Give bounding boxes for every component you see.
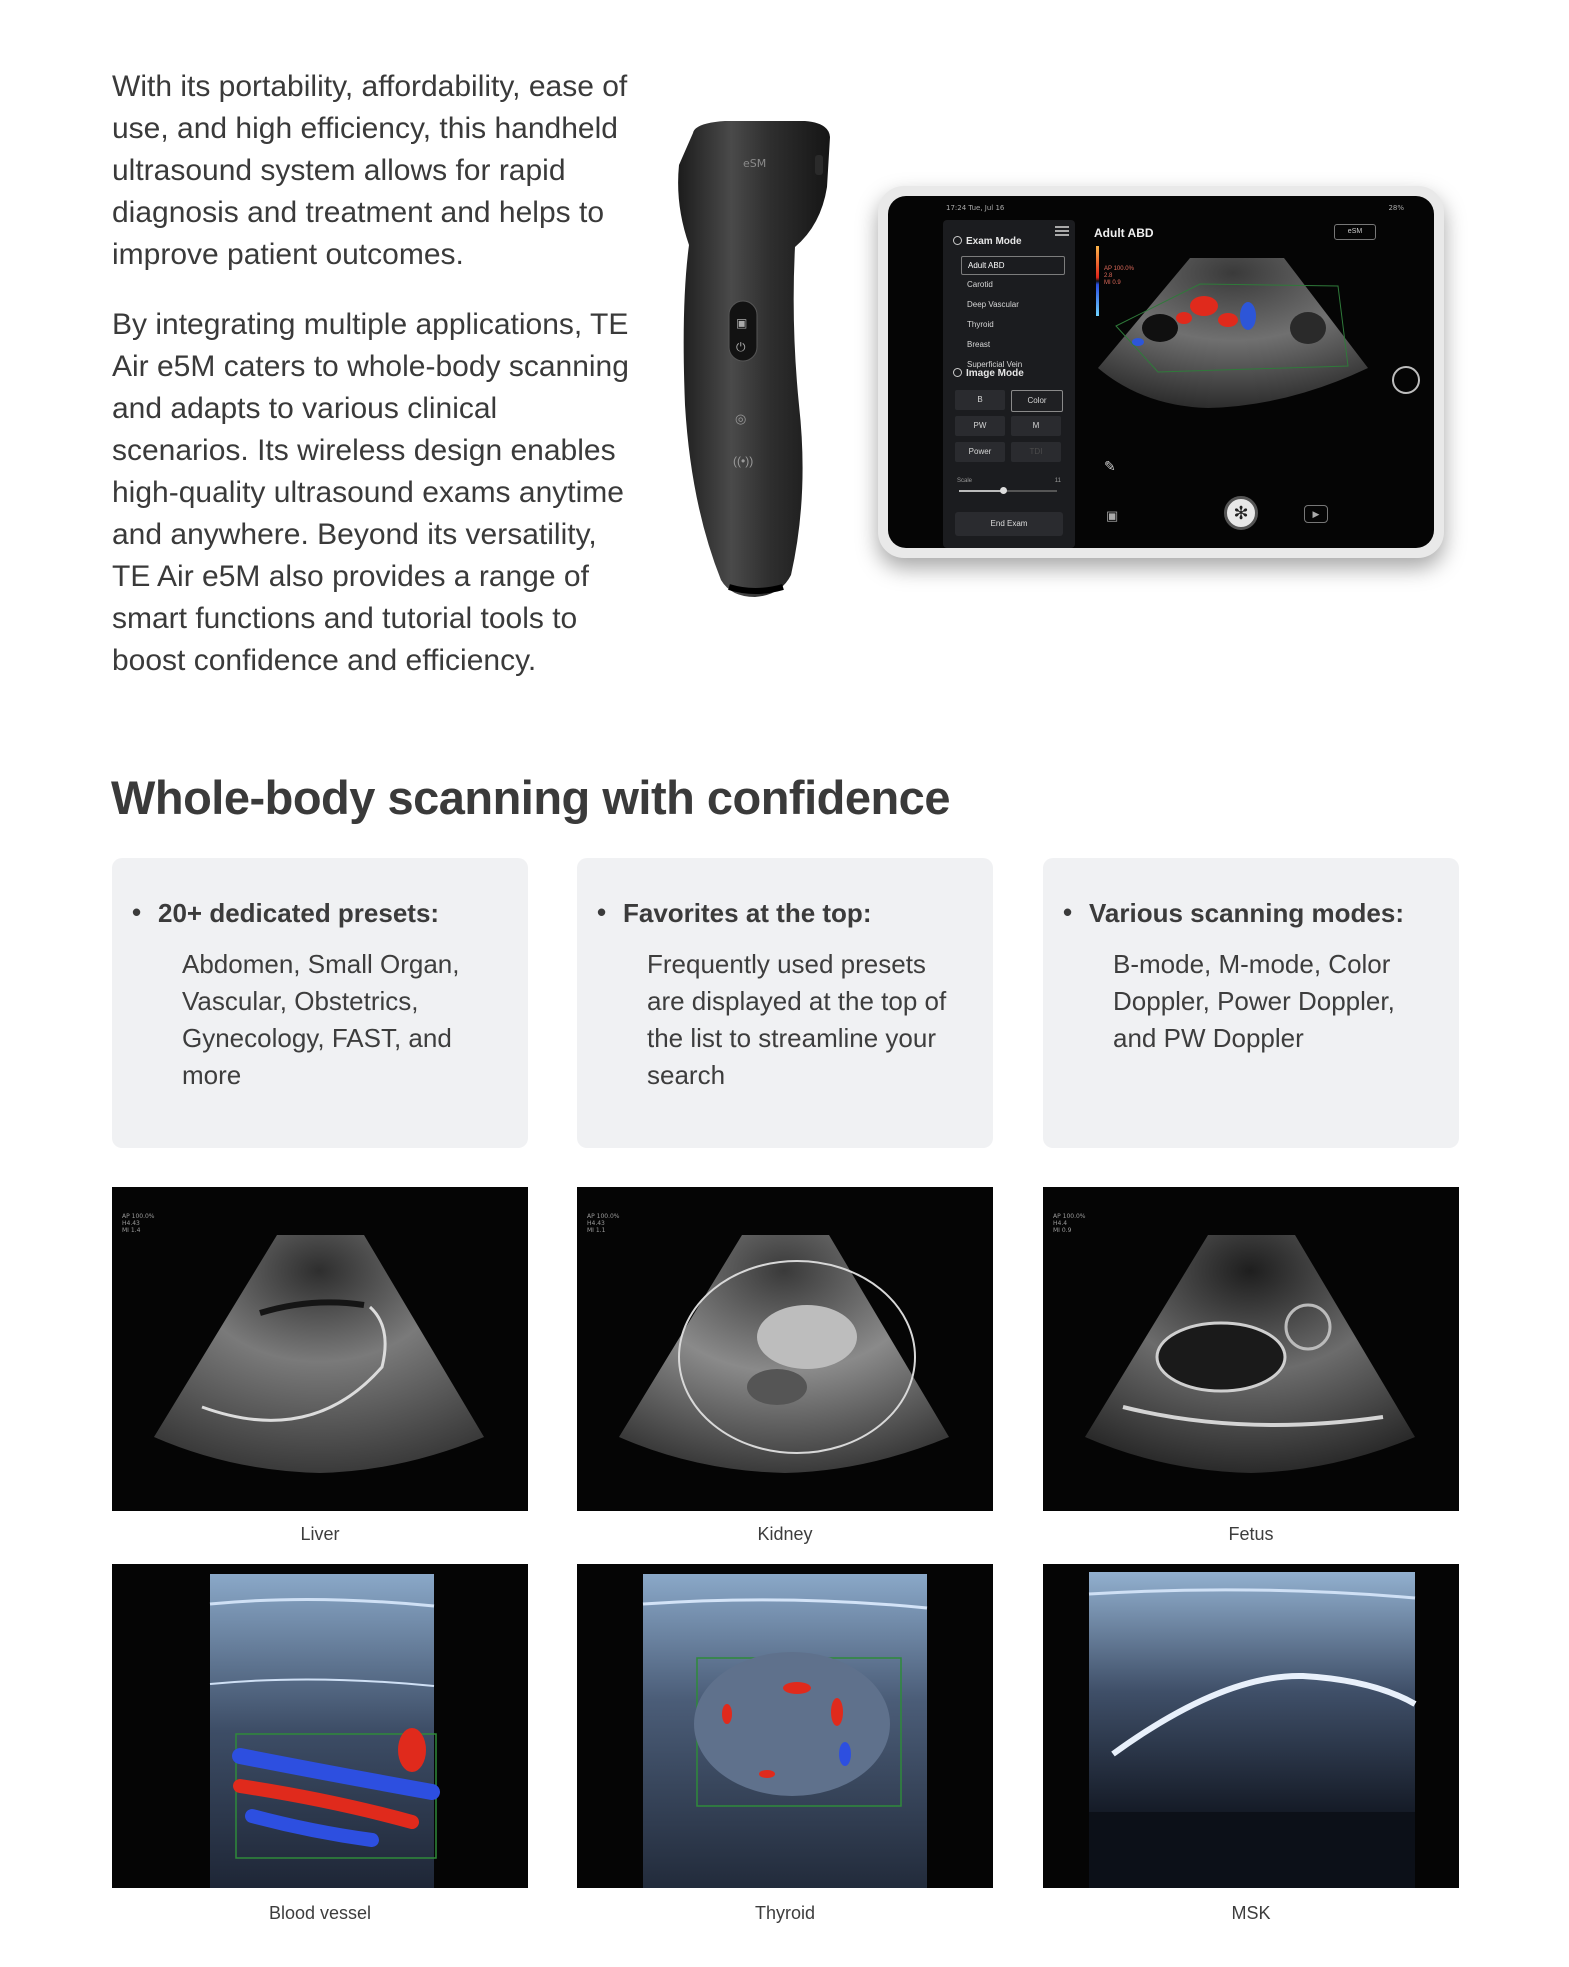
intro-paragraph-1: With its portability, affordability, ease of use, and high efficiency, this handheld ultrasound system allows for rapid diagnosis and treatment and helps to improve patient outcomes.: [112, 70, 628, 271]
probe-power-icon: ⏻: [736, 340, 746, 354]
mode-b-button[interactable]: B: [955, 390, 1005, 410]
tablet-params: AP 100.0% 2.8 MI 0.9: [1104, 266, 1134, 286]
feature-title: • Various scanning modes:: [1089, 898, 1404, 929]
feature-card-modes: [1043, 858, 1459, 1148]
preset-title: Adult ABD: [1094, 226, 1154, 240]
briefcase-icon[interactable]: ▣: [1106, 508, 1119, 523]
image-caption: Liver: [300, 1524, 340, 1544]
exam-item-carotid[interactable]: Carotid: [967, 280, 993, 289]
feature-body: Abdomen, Small Organ, Vascular, Obstetrics, Gynecology, FAST, and more: [182, 949, 460, 1090]
scale-slider-fill: [959, 490, 1002, 492]
image-caption: Thyroid: [754, 1903, 816, 1923]
exam-item-thyroid[interactable]: Thyroid: [967, 320, 994, 329]
probe-signal-icon: ((•)): [733, 454, 754, 468]
doppler-colorbar: [1096, 246, 1099, 316]
feature-card-favorites: [577, 858, 993, 1148]
video-camera-icon[interactable]: ▶: [1304, 505, 1328, 523]
exam-item-adult-abd[interactable]: Adult ABD: [961, 256, 1065, 275]
intro-paragraph-2: By integrating multiple applications, TE Air e5M caters to whole-body scanning and adapts to various clinical scenarios. Its wireless design enables high-quality ultrasound exams anytime and anywhere. Beyond its versatility, TE Air e5M also provides a range of smart functions and tutorial tools to boost confidence and efficiency.: [112, 308, 629, 677]
mode-power-button[interactable]: Power: [955, 442, 1005, 462]
exam-mode-icon: [953, 236, 962, 245]
thyroid-scan-image: [577, 1564, 993, 1888]
kidney-scan-image: [577, 1187, 993, 1511]
exam-item-breast[interactable]: Breast: [967, 340, 991, 349]
mode-tdi-button[interactable]: TDI: [1011, 442, 1061, 462]
mode-m-button[interactable]: M: [1011, 416, 1061, 436]
exam-panel: [943, 220, 1075, 548]
menu-icon[interactable]: [1055, 226, 1069, 236]
scale-slider-knob[interactable]: [1000, 487, 1007, 494]
freeze-button[interactable]: ✻: [1224, 496, 1258, 530]
feature-title: • Favorites at the top:: [623, 898, 871, 929]
image-caption: Blood vessel: [268, 1903, 372, 1923]
scan-params: AP 100.0% H4.43 MI 1.1: [587, 1213, 620, 1234]
end-exam-button[interactable]: End Exam: [955, 512, 1063, 536]
mode-color-button[interactable]: Color: [1011, 390, 1063, 412]
scale-label: Scale: [957, 478, 973, 484]
feature-title: • 20+ dedicated presets:: [158, 898, 439, 929]
exam-mode-title: Exam Mode: [953, 236, 1022, 247]
capture-circle-button[interactable]: [1392, 366, 1420, 394]
magic-wand-icon[interactable]: ✎: [1104, 458, 1116, 474]
probe-status-chip: eSM: [1334, 224, 1376, 240]
blood-vessel-scan-image: [112, 1564, 528, 1888]
mode-pw-button[interactable]: PW: [955, 416, 1005, 436]
image-caption: Kidney: [757, 1524, 813, 1544]
feature-body: Frequently used presets are displayed at the top of the list to streamline your search: [647, 949, 947, 1090]
exam-item-superficial-vein[interactable]: Superficial Vein: [967, 360, 1023, 369]
feature-body: B-mode, M-mode, Color Doppler, Power Doppler, and PW Doppler: [1113, 949, 1395, 1053]
section-heading: Whole-body scanning with confidence: [111, 771, 950, 824]
image-mode-title: Image Mode: [953, 368, 1024, 379]
status-time: 17:24 Tue, Jul 16: [946, 204, 1005, 212]
probe-menu-icon: ▣: [736, 316, 748, 330]
exam-item-deep-vascular[interactable]: Deep Vascular: [967, 300, 1019, 309]
status-battery: 28%: [1388, 204, 1404, 212]
exam-list: [961, 256, 1065, 375]
image-caption: MSK: [1231, 1903, 1271, 1923]
scale-value: 11: [1054, 478, 1061, 484]
msk-scan-image: [1043, 1564, 1459, 1888]
intro-text: [112, 66, 642, 710]
fetus-scan-image: [1043, 1187, 1459, 1511]
image-caption: Fetus: [1228, 1524, 1274, 1544]
probe-brand-label: eSM: [743, 157, 767, 170]
image-mode-icon: [953, 368, 962, 377]
handheld-probe-image: [615, 75, 855, 645]
scan-params: AP 100.0% H4.43 MI 1.4: [122, 1213, 155, 1234]
feature-card-presets: [112, 858, 528, 1148]
tablet-device: [878, 186, 1444, 558]
scan-params: AP 100.0% H4.4 MI 0.9: [1053, 1213, 1086, 1234]
liver-scan-image: [112, 1187, 528, 1511]
tablet-screen: [888, 196, 1434, 548]
scale-slider[interactable]: [959, 490, 1057, 492]
probe-wifi-icon: ◎: [735, 411, 747, 426]
